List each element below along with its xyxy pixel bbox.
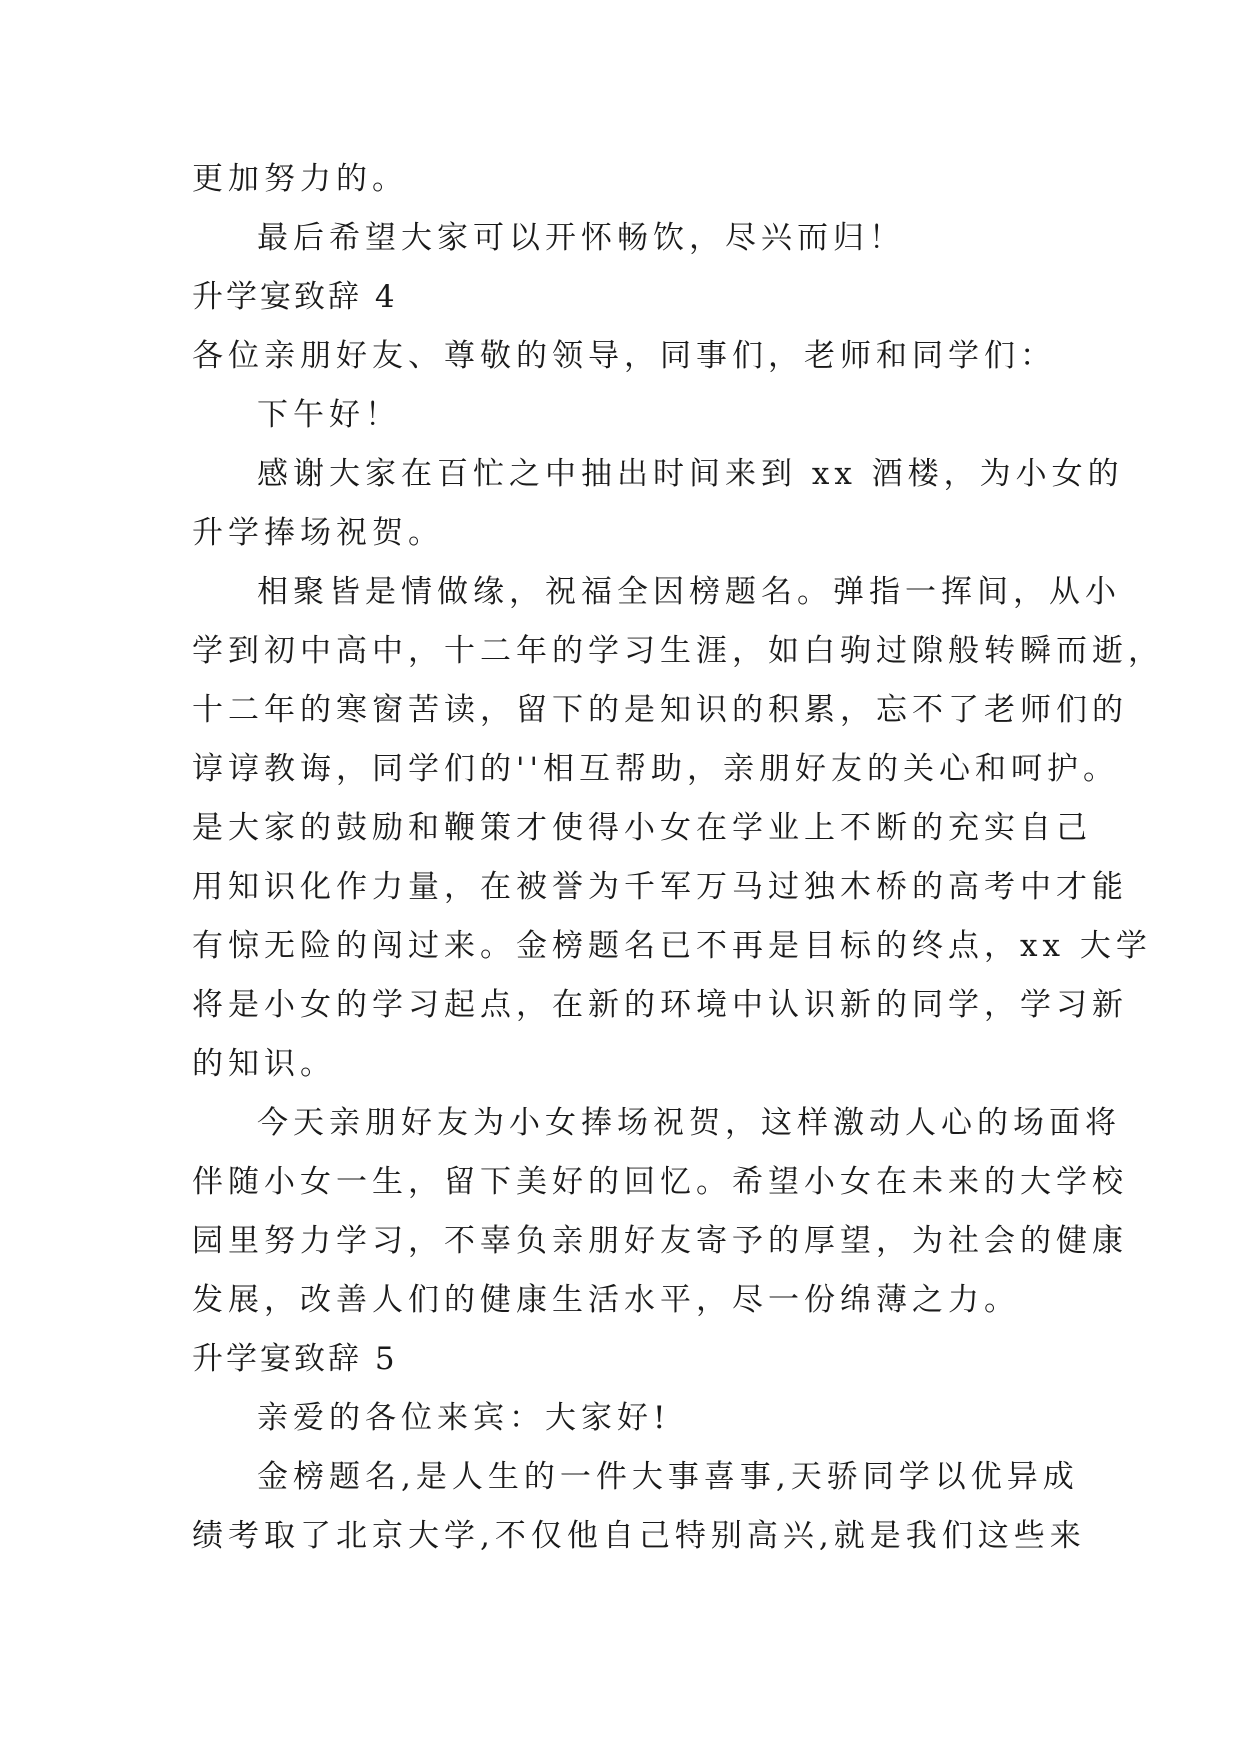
text-line: 下午好！ <box>257 397 401 433</box>
text-line: 各位亲朋好友、尊敬的领导，同事们，老师和同学们： <box>192 338 1056 374</box>
text-line: 感谢大家在百忙之中抽出时间来到 xx 酒楼，为小女的 <box>257 456 1124 492</box>
text-line: 最后希望大家可以开怀畅饮，尽兴而归！ <box>257 220 905 256</box>
text-line: 更加努力的。 <box>192 161 408 197</box>
text-line: 是大家的鼓励和鞭策才使得小女在学业上不断的充实自己 <box>192 810 1092 846</box>
document-page <box>192 150 1164 1566</box>
text-line: 发展，改善人们的健康生活水平，尽一份绵薄之力。 <box>192 1282 1020 1318</box>
text-line: 金榜题名,是人生的一件大事喜事,天骄同学以优异成 <box>257 1459 1079 1495</box>
text-line: 相聚皆是情做缘，祝福全因榜题名。弹指一挥间，从小 <box>257 574 1121 610</box>
text-line: 绩考取了北京大学,不仅他自己特别高兴,就是我们这些来 <box>192 1518 1086 1554</box>
text-line: 将是小女的学习起点，在新的环境中认识新的同学，学习新 <box>192 987 1128 1023</box>
text-line: 十二年的寒窗苦读，留下的是知识的积累，忘不了老师们的 <box>192 692 1128 728</box>
text-line: 用知识化作力量，在被誉为千军万马过独木桥的高考中才能 <box>192 869 1128 905</box>
text-line: 学到初中高中，十二年的学习生涯，如白驹过隙般转瞬而逝， <box>192 633 1164 669</box>
text-line: 的知识。 <box>192 1046 336 1082</box>
text-line: 亲爱的各位来宾：大家好! <box>257 1400 671 1436</box>
section-heading: 升学宴致辞 4 <box>192 279 398 315</box>
text-line: 升学捧场祝贺。 <box>192 515 444 551</box>
text-line: 有惊无险的闯过来。金榜题名已不再是目标的终点，xx 大学 <box>192 928 1152 964</box>
text-line: 伴随小女一生，留下美好的回忆。希望小女在未来的大学校 <box>192 1164 1128 1200</box>
section-heading: 升学宴致辞 5 <box>192 1341 398 1377</box>
text-line: 园里努力学习，不辜负亲朋好友寄予的厚望，为社会的健康 <box>192 1223 1128 1259</box>
text-line: 今天亲朋好友为小女捧场祝贺，这样激动人心的场面将 <box>257 1105 1121 1141</box>
text-line: 谆谆教诲，同学们的''相互帮助，亲朋好友的关心和呵护。 <box>192 751 1120 787</box>
